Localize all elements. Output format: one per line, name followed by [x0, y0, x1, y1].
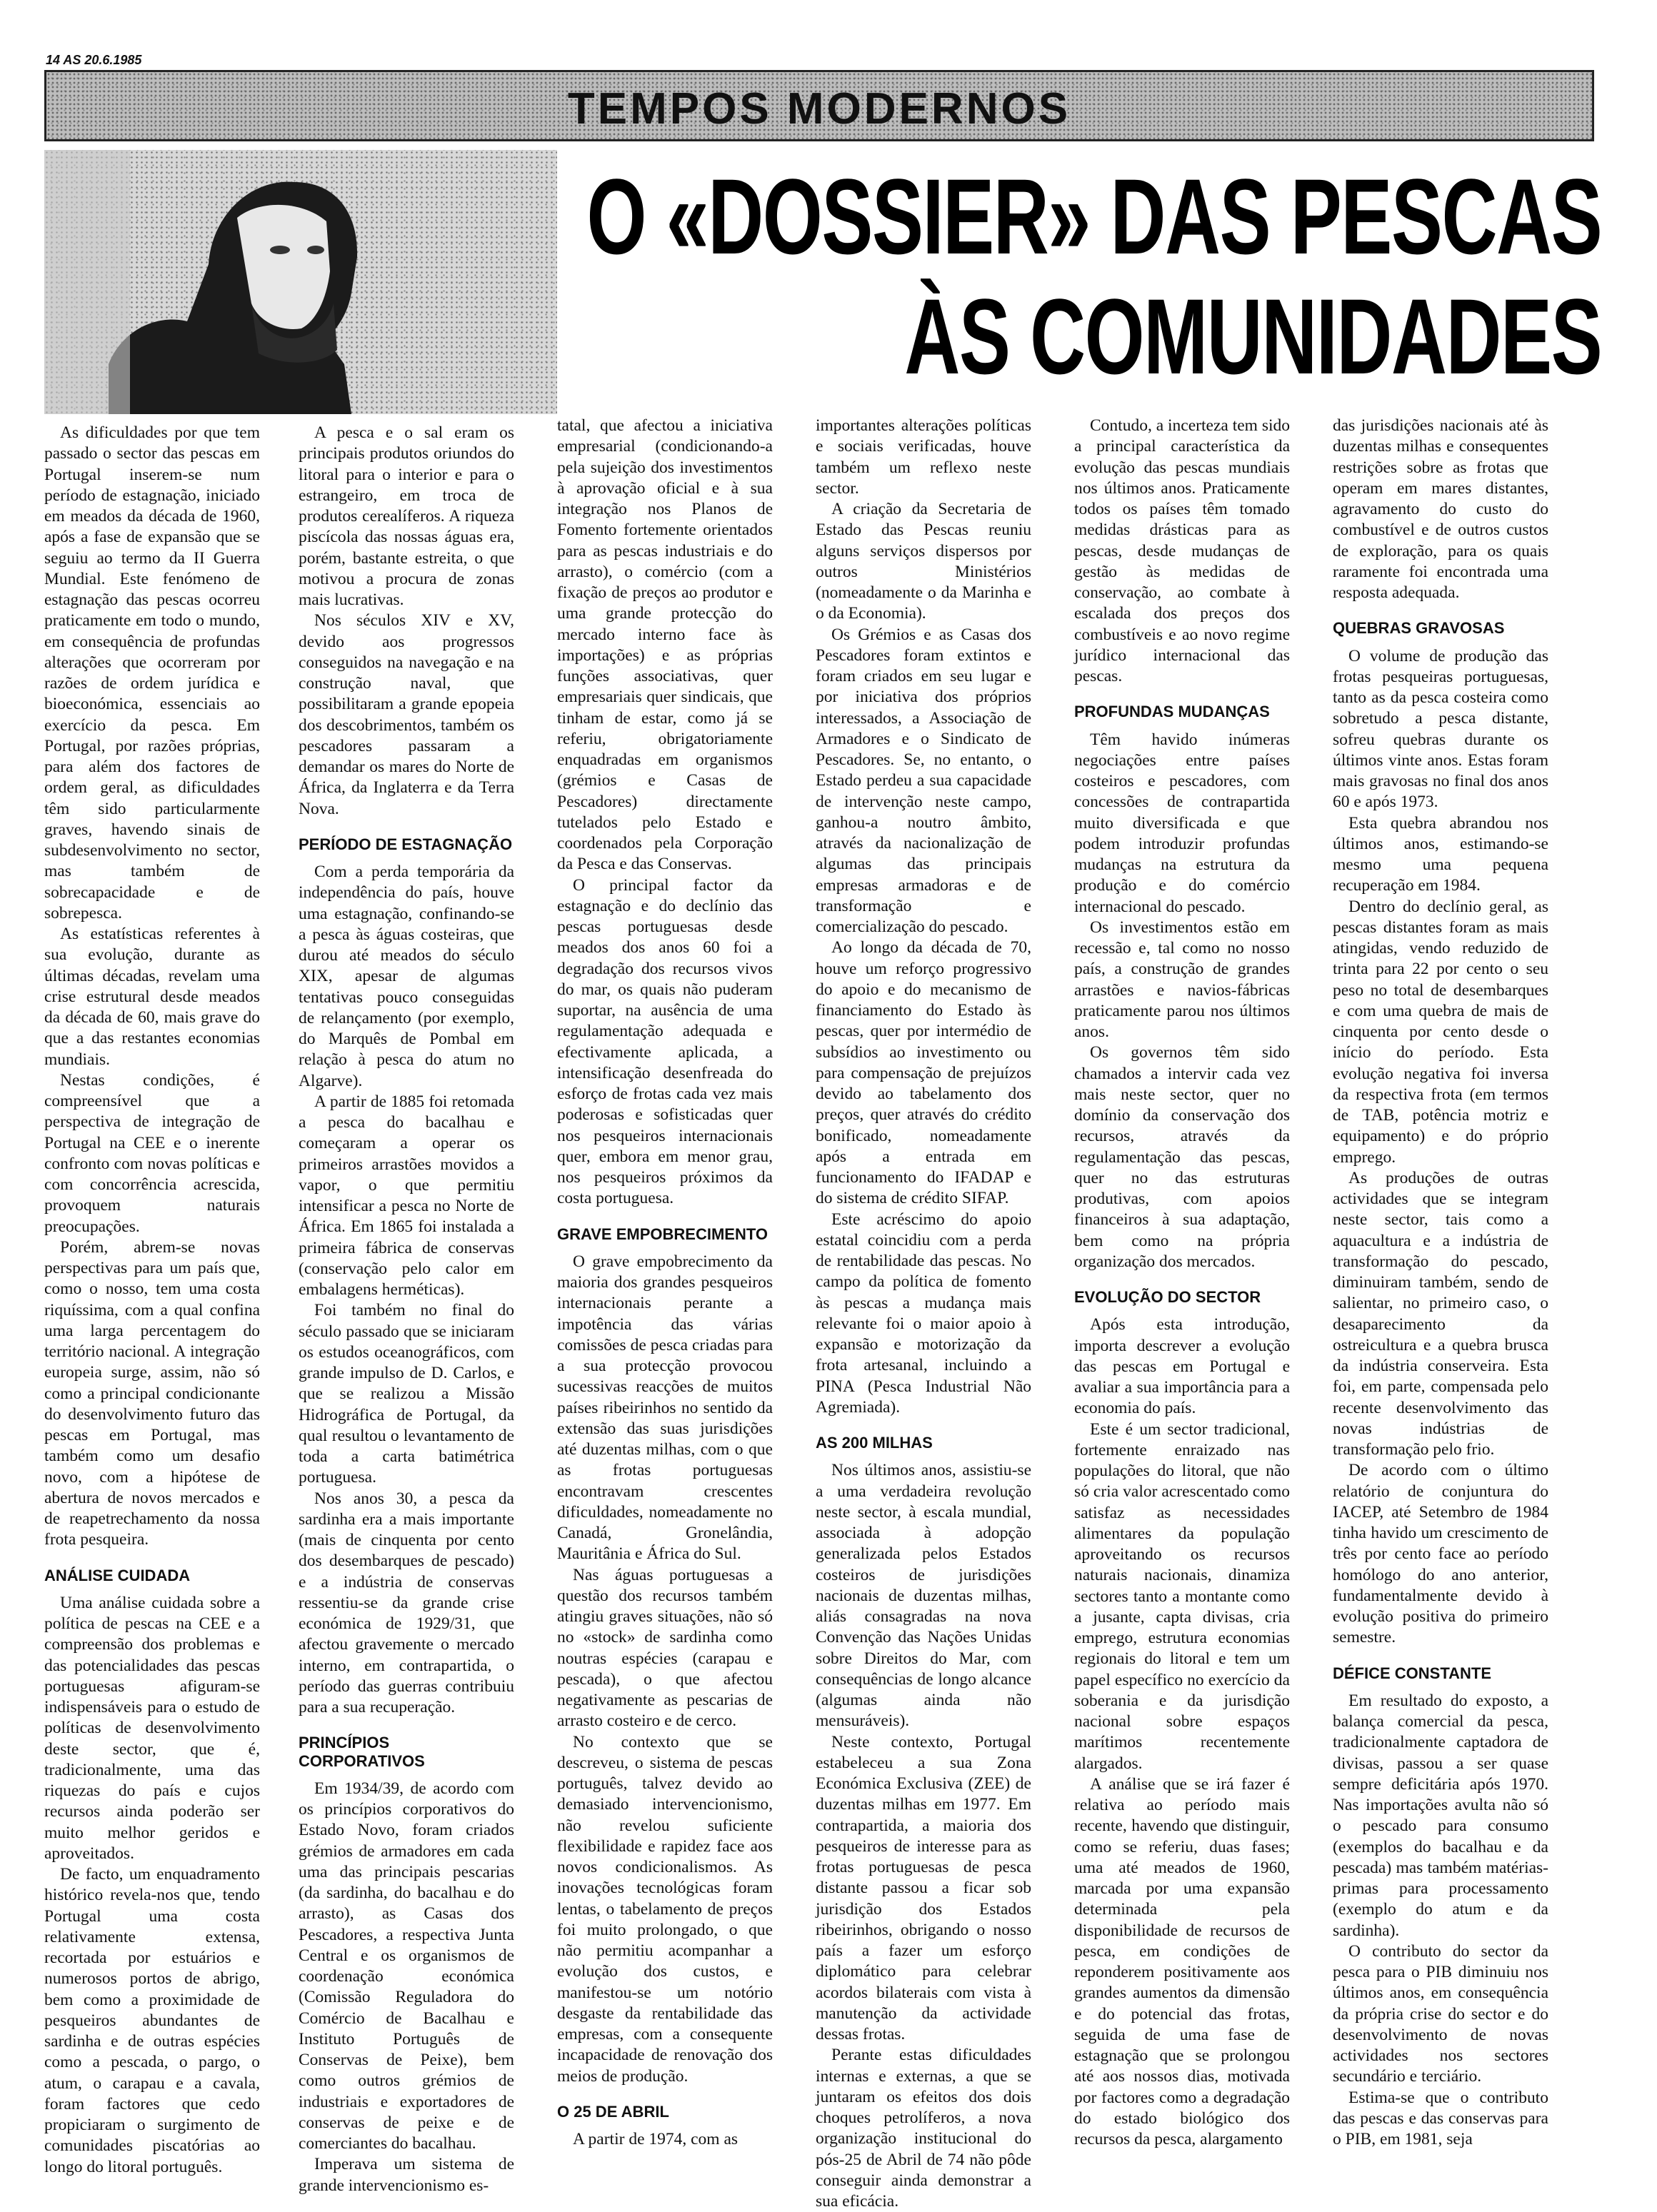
- paragraph: Dentro do declínio geral, as pescas distantes foram as mais atingidas, vendo reduzido de trinta para 22 por cento o seu peso no total de desembarques e com uma quebra de mais de cinquenta por cento desde o início do período. Esta evolução negativa foi inversa da respectiva frota (em termos de TAB, potência motriz e equipamento) e do próprio emprego.: [1333, 897, 1548, 1167]
- paragraph: Os Grémios e as Casas dos Pescadores foram extintos e foram criados em seu lugar e por iniciativa dos próprios interessados, a Associação de Armadores e o Sindicato de Pescadores. Se, no entanto, o Estado perdeu a sua capacidade de intervenção neste campo, ganhou-a noutro âmbito, através da nacionalização de algumas das principais empresas armadoras e de transformação e comercialização do pescado.: [816, 625, 1031, 936]
- paragraph: Em 1934/39, de acordo com os princípios corporativos do Estado Novo, foram criados grémios de armadores em cada uma das principais pescarias (da sardinha, do bacalhau e do arrasto), as Casas dos Pescadores, a respectiva Junta Central e os organismos de coordenação económica (Comissão Reguladora do Comércio de Bacalhau e Instituto Português de Conservas de Peixe), bem como outros grémios de industriais e exportadores de conservas de peixe e de comerciantes do bacalhau.: [299, 1779, 514, 2153]
- paragraph: Nos últimos anos, assistiu-se a uma verdadeira revolução neste sector, à escala mundial, associada à adopção generalizada pelos Estados costeiros de jurisdições nacionais de duzentas milhas, aliás consagradas na nova Convenção das Nações Unidas sobre Direitos do Mar, com consequências de longo alcance (algumas ainda não mensuráveis).: [816, 1461, 1031, 1731]
- paragraph: Uma análise cuidada sobre a política de pescas na CEE e a compreensão dos problemas e das potencialidades das pescas portuguesas afiguram-se indispensáveis para o estudo de políticas de desenvolvimento deste sector, que é, tradicionalmente, uma das riquezas do país e cujos recursos ainda poderão ser muito melhor geridos e aproveitados.: [44, 1593, 260, 1863]
- paragraph: Esta quebra abrandou nos últimos anos, estimando-se mesmo uma pequena recuperação em 1984.: [1333, 813, 1548, 895]
- subheading: PROFUNDAS MUDANÇAS: [1074, 703, 1270, 721]
- section-banner: [44, 70, 1594, 141]
- subheading: AS 200 MILHAS: [816, 1434, 933, 1452]
- paragraph: A análise que se irá fazer é relativa ao período mais recente, havendo que distinguir, como se referiu, duas fases; uma até meados de 1960, marcada por uma expansão determinada pela disponibilidade de recursos de pesca, em condições de reponderem positivamente aos grandes aumentos da dimensão e do potencial das frotas, seguida de uma fase de estagnação que se prolongou até aos nossos dias, motivada por factores como a degradação do estado biológico dos recursos da pesca, alargamento: [1074, 1774, 1290, 2149]
- subheading: EVOLUÇÃO DO SECTOR: [1074, 1288, 1261, 1307]
- text-column-1: [44, 423, 260, 2178]
- paragraph: importantes alterações políticas e sociais verificadas, houve também um reflexo neste sector.: [816, 416, 1031, 498]
- paragraph: Ao longo da década de 70, houve um reforço progressivo do apoio e do mecanismo de financiamento do Estado às pescas, quer por intermédio de subsídios ao investimento ou para compensação de prejuízos devido ao tabelamento dos preços, quer através do crédito bonificado, nomeadamente após a entrada em funcionamento do IFADAP e do sistema de crédito SIFAP.: [816, 938, 1031, 1208]
- text-column-6: [1333, 416, 1548, 2150]
- section-title: TEMPOS MODERNOS: [567, 84, 1071, 134]
- paragraph: O contributo do sector da pesca para o PIB diminuiu nos últimos anos, em consequência da própria crise do sector e do desenvolvimento de novas actividades nos sectores secundário e terciário.: [1333, 1941, 1548, 2086]
- paragraph: tatal, que afectou a iniciativa empresarial (condicionando-a pela sujeição dos investimentos à aprovação oficial e à sua integração nos Planos de Fomento fortemente orientados para as pescas industriais e do arrasto), o comércio (com a fixação de preços ao produtor e uma grande protecção do mercado interno face às importações) e as próprias funções associativas, quer empresariais quer sindicais, que tinham de estar, como já se referiu, obrigatoriamente enquadradas em organismos (grémios e Casas de Pescadores) directamente tutelados pelo Estado e coordenados pela Corporação da Pesca e das Conservas.: [557, 416, 773, 874]
- subheading: GRAVE EMPOBRECIMENTO: [557, 1225, 768, 1243]
- paragraph: A criação da Secretaria de Estado das Pescas reuniu alguns serviços dispersos por outros Ministérios (nomeadamente o da Marinha e o da Economia).: [816, 500, 1031, 623]
- subheading: DÉFICE CONSTANTE: [1333, 1664, 1492, 1682]
- paragraph: A pesca e o sal eram os principais produtos oriundos do litoral para o interior e para o estrangeiro, em troca de produtos cerealíferos. A riqueza piscícola das nossas águas era, porém, bastante estreita, o que motivou a procura de zonas mais lucrativas.: [299, 423, 514, 609]
- paragraph: Os investimentos estão em recessão e, tal como no nosso país, a construção de grandes arrastões e navios-fábricas praticamente parou nos últimos anos.: [1074, 918, 1290, 1042]
- text-column-3: [557, 416, 773, 2150]
- paragraph: No contexto que se descreveu, o sistema de pescas português, talvez devido ao demasiado intervencionismo, não revelou suficiente flexibilidade e rapidez face aos novos condicionalismos. As inovações tecnológicas foram lentas, o tabelamento de preços foi muito prolongado, o que não permitiu acompanhar a evolução dos custos, e manifestou-se um notório desgaste da rentabilidade das empresas, com a consequente incapacidade de renovação dos meios de produção.: [557, 1732, 773, 2086]
- paragraph: Têm havido inúmeras negociações entre países costeiros e pescadores, com concessões de contrapartida muito diversificada e que podem introduzir profundas mudanças na estrutura da produção e do comércio internacional do pescado.: [1074, 730, 1290, 916]
- paragraph: Estima-se que o contributo das pescas e das conservas para o PIB, em 1981, seja: [1333, 2088, 1548, 2149]
- paragraph: Nos anos 30, a pesca da sardinha era a mais importante (mais de cinquenta por cento dos desembarques de pescado) e a indústria de conservas ressentiu-se da grande crise económica de 1929/31, que afectou gravemente o mercado interno, em contrapartida, o período das guerras contribuiu para a sua recuperação.: [299, 1489, 514, 1717]
- paragraph: As estatísticas referentes à sua evolução, durante as últimas décadas, revelam uma crise estrutural desde meados da década de 60, mais grave do que a das restantes economias mundiais.: [44, 925, 260, 1069]
- paragraph: Contudo, a incerteza tem sido a principal característica da evolução das pescas mundiais nos últimos anos. Praticamente todos os países têm tomado medidas drásticas para as pescas, desde mudanças de gestão às medidas de conservação, ao combate à escalada dos preços dos combustíveis e ao novo regime jurídico internacional das pescas.: [1074, 416, 1290, 685]
- paragraph: Foi também no final do século passado que se iniciaram os estudos oceanográficos, com grande impulso de D. Carlos, e que se realizou a Missão Hidrográfica de Portugal, da qual resultou o levantamento de toda a carta batimétrica portuguesa.: [299, 1301, 514, 1487]
- subheading: PERÍODO DE ESTAGNAÇÃO: [299, 835, 513, 853]
- paragraph: Em resultado do exposto, a balança comercial da pesca, tradicionalmente captadora de divisas, passou a ser quase sempre deficitária após 1970. Nas importações avulta não só o pescado para consumo (exemplos do bacalhau e da pescada) mas também matérias-primas para processamento (exemplo do atum e da sardinha).: [1333, 1691, 1548, 1940]
- paragraph: As dificuldades por que tem passado o sector das pescas em Portugal inserem-se num período de estagnação, iniciado em meados da década de 1960, após a fase de expansão que se seguiu ao termo da II Guerra Mundial. Este fenómeno de estagnação das pescas ocorreu praticamente em todo o mundo, em consequência de profundas alterações que ocorreram por razões de ordem jurídica e bioeconómica, essenciais ao exercício da pesca. Em Portugal, por razões próprias, para além dos factores de ordem geral, as dificuldades têm sido particularmente graves, havendo sinais de subdesenvolvimento no sector, mas também de sobrecapacidade e de sobrepesca.: [44, 423, 260, 922]
- headline-line-2: ÀS COMUNIDADES: [904, 276, 1601, 396]
- paragraph: As produções de outras actividades que se integram neste sector, tais como a aquacultura e a indústria de transformação do pescado, diminuiram também, sendo de salientar, no primeiro caso, o desaparecimento da ostreicultura e a quebra brusca da indústria conserveira. Esta foi, em parte, compensada pelo recente desenvolvimento das novas indústrias de transformação pelo frio.: [1333, 1168, 1548, 1459]
- paragraph: A partir de 1885 foi retomada a pesca do bacalhau e começaram a operar os primeiros arrastões movidos a vapor, o que permitiu intensificar a pesca no Norte de África. Em 1865 foi instalada a primeira fábrica de conservas (conservação pelo calor em embalagens herméticas).: [299, 1092, 514, 1299]
- paragraph: O volume de produção das frotas pesqueiras portuguesas, tanto as da pesca costeira como sobretudo a pesca distante, sofreu quebras durante os últimos vinte anos. Estas foram mais gravosas no final dos anos 60 e após 1973.: [1333, 646, 1548, 812]
- text-column-5: [1074, 416, 1290, 2150]
- paragraph: De facto, um enquadramento histórico revela-nos que, tendo Portugal uma costa relativamente extensa, recortada por estuários e numerosos portos de abrigo, bem como a proximidade de pesqueiros abundantes de sardinha e de outras espécies como a pescada, o pargo, o atum, o carapau e a cavala, foram factores que cedo propiciaram o surgimento de comunidades piscatórias ao longo do litoral português.: [44, 1865, 260, 2176]
- paragraph: A partir de 1974, com as: [573, 2130, 739, 2149]
- paragraph: Os governos têm sido chamados a intervir cada vez mais neste sector, quer no domínio da conservação dos recursos, através da regulamentação das pescas, quer no das estruturas produtivas, com apoios financeiros à sua adaptação, bem como na própria organização dos mercados.: [1074, 1043, 1290, 1271]
- paragraph: Nos séculos XIV e XV, devido aos progressos conseguidos na navegação e na construção naval, que possibilitaram a grande epopeia dos descobrimentos, também os pescadores passaram a demandar os mares do Norte de África, da Inglaterra e da Terra Nova.: [299, 611, 514, 818]
- paragraph: O principal factor da estagnação e do declínio das pescas portuguesas desde meados dos anos 60 foi a degradação dos recursos vivos do mar, os quais não puderam suportar, na ausência de uma regulamentação adequada e efectivamente aplicada, a intensificação desenfreada do esforço de frotas cada vez mais poderosas e sofisticadas quer nos pesqueiros internacionais quer, embora em menor grau, nos pesqueiros próximos da costa portuguesa.: [557, 875, 773, 1208]
- paragraph: Este é um sector tradicional, fortemente enraizado nas populações do litoral, que não só cria valor acrescentado como satisfaz as necessidades alimentares da população aproveitando os recursos naturais nacionais, dinamiza sectores tanto a montante como a jusante, capta divisas, cria emprego, estrutura economias regionais do litoral e tem um papel específico no exercício da soberania e da jurisdição nacional sobre espaços marítimos recentemente alargados.: [1074, 1419, 1290, 1773]
- paragraph: Porém, abrem-se novas perspectivas para um país que, como o nosso, tem uma costa riquíssima, com a qual confina uma larga percentagem do território nacional. A integração europeia surge, assim, não só como a principal condicionante do desenvolvimento futuro das pescas em Portugal, mas também como um desafio novo, com a hipótese de abertura de novos mercados e de reapetrechamento da nossa frota pesqueira.: [44, 1237, 260, 1549]
- headline-line-1: O «DOSSIER» DAS PESCAS: [586, 156, 1601, 276]
- paragraph: Com a perda temporária da independência do país, houve uma estagnação, confinando-se a pesca às águas costeiras, que durou até meados do século XIX, apesar de algumas tentativas pouco conseguidas de relançamento (por exemplo, do Marquês de Pombal em relação à pesca do atum no Algarve).: [299, 863, 514, 1090]
- paragraph: Nestas condições, é compreensível que a perspectiva de integração de Portugal na CEE e o inerente confronto com novas políticas e com concorrência acrescida, provoquem naturais preocupações.: [44, 1070, 260, 1236]
- paragraph: Após esta introdução, importa descrever a evolução das pescas em Portugal e avaliar a sua importância para a economia do país.: [1074, 1315, 1290, 1418]
- subheading: ANÁLISE CUIDADA: [44, 1566, 191, 1584]
- subheading: O 25 DE ABRIL: [557, 2102, 669, 2121]
- paragraph: De acordo com o último relatório de conjuntura do IACEP, até Setembro de 1984 tinha havido um crescimento de três por cento face ao período homólogo do ano anterior, fundamentalmente devido à evolução positiva do primeiro semestre.: [1333, 1461, 1548, 1647]
- paragraph: Este acréscimo do apoio estatal coincidiu com a perda de rentabilidade das pescas. No campo da política de fomento às pescas a mudança mais relevante foi o maior apoio à expansão e motorização da frota artesanal, incluindo a PINA (Pesca Industrial Não Agremiada).: [816, 1210, 1031, 1417]
- paragraph: Perante estas dificuldades internas e externas, a que se juntaram os efeitos dos dois choques petrolíferos, a nova organização institucional do pós-25 de Abril de 74 não pôde conseguir ainda demonstrar a sua eficácia.: [816, 2046, 1031, 2211]
- subheading: PRINCÍPIOS CORPORATIVOS: [299, 1734, 425, 1770]
- article-headline: [192, 156, 1601, 396]
- page-folio: 14 AS 20.6.1985: [46, 53, 142, 67]
- paragraph: das jurisdições nacionais até às duzentas milhas e consequentes restrições sobre as frotas que operam em mares distantes, agravamento do custo do combustível e de outros custos de exploração, para os quais raramente foi encontrada uma resposta adequada.: [1333, 416, 1548, 602]
- paragraph: O grave empobrecimento da maioria dos grandes pesqueiros internacionais perante a impotência das várias comissões de pesca criadas para a sua protecção provocou sucessivas reacções de muitos países ribeirinhos no sentido da extensão das suas jurisdições até duzentas milhas, com o que as frotas portuguesas encontravam crescentes dificuldades, nomeadamente no Canadá, Gronelândia, Mauritânia e África do Sul.: [557, 1252, 773, 1564]
- text-column-4: [816, 416, 1031, 2212]
- subheading: QUEBRAS GRAVOSAS: [1333, 619, 1505, 638]
- paragraph: Imperava um sistema de grande intervencionismo es-: [299, 2155, 514, 2195]
- paragraph: Nas águas portuguesas a questão dos recursos também atingiu graves situações, não só no «stock» de sardinha como noutras espécies (carapau e pescada), o que afectou negativamente as pescarias de arrasto costeiro e de cerco.: [557, 1565, 773, 1731]
- paragraph: Neste contexto, Portugal estabeleceu a sua Zona Económica Exclusiva (ZEE) de duzentas milhas em 1977. Em contrapartida, a maioria dos pesqueiros de interesse para as frotas portuguesas de pesca distante passou a ficar sob jurisdição dos Estados ribeirinhos, obrigando o nosso país a fazer um esforço diplomático para celebrar acordos bilaterais com vista à manutenção da actividade dessas frotas.: [816, 1732, 1031, 2044]
- text-column-2: [299, 423, 514, 2196]
